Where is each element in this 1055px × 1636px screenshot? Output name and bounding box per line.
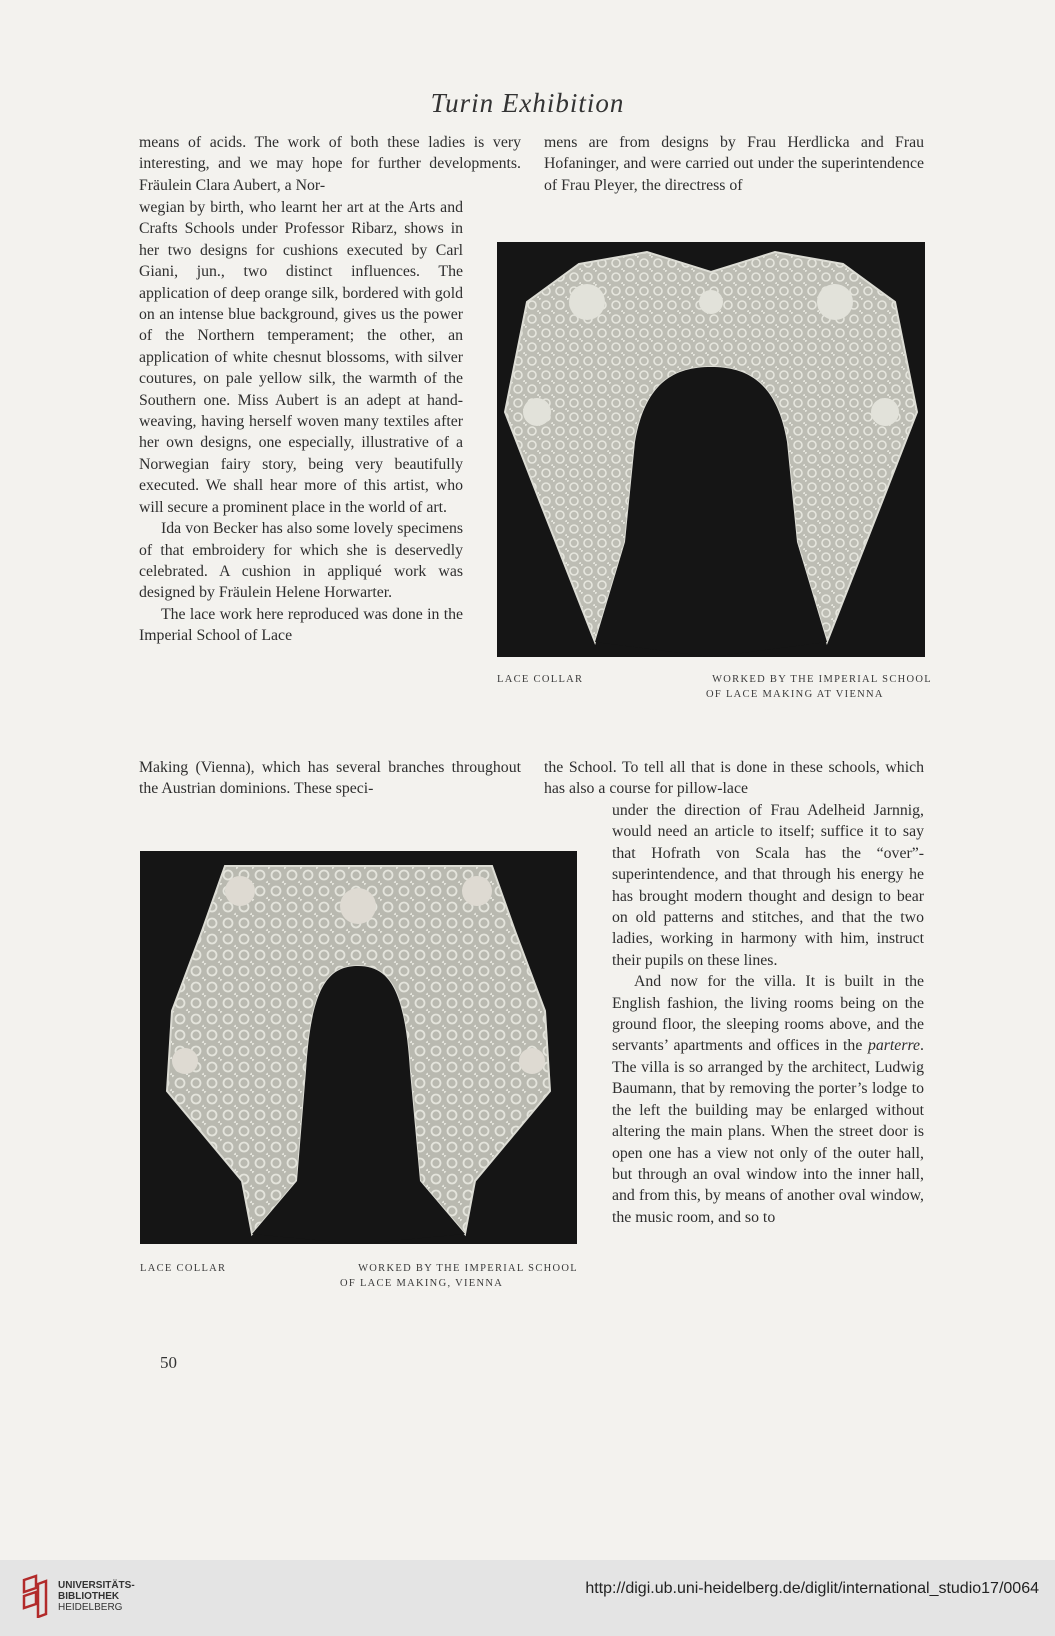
library-name-line: HEIDELBERG: [58, 1601, 123, 1613]
col1-mid-text: [139, 197, 463, 647]
library-logo-icon: [20, 1574, 50, 1618]
caption-line: WORKED BY THE IMPERIAL SCHOOL: [358, 1263, 578, 1274]
caption-line: OF LACE MAKING AT VIENNA: [706, 689, 884, 700]
paragraph: wegian by birth, who learnt her art at the Arts and Crafts Schools under Professor Ribarz, shows in her two designs for cushions executed by Carl Giani, jun., two distinct influences. The application of deep orange silk, bordered with gold on an intense blue background, gives us the power of the Northern temperament; the other, an application of white chesnut blossoms, with silver coutures, on pale yellow silk, the warmth of the Southern one. Miss Aubert is an adept at hand-weaving, having herself woven many textiles after her own designs, one especially, illustrative of a Norwegian fairy story, being very beautifully executed. We shall hear more of this artist, who will secure a prominent place in the world of art.: [139, 199, 463, 516]
library-logo[interactable]: [20, 1574, 135, 1618]
paragraph: Ida von Becker has also some lovely specimens of that embroidery for which she is deservedly celebrated. A cushion in appliqué work was designed by Fräulein Helene Horwarter.: [139, 520, 463, 602]
col1-bottom-text: [139, 757, 521, 800]
paragraph: The lace work here reproduced was done in the Imperial School of Lace: [139, 605, 463, 645]
library-name-line: BIBLIOTHEK: [58, 1590, 120, 1602]
col2-mid-text: [544, 757, 924, 800]
col2-top-text: [544, 132, 924, 196]
caption-line: OF LACE MAKING, VIENNA: [340, 1278, 504, 1289]
figure-caption-right: [702, 672, 932, 702]
text-run: And now for the villa. It is built in the English fashion, the living rooms being on the ground floor, the sleeping rooms above, and the servants’ apartments and offices in the: [612, 973, 924, 1055]
lace-collar-photo-icon: [140, 851, 577, 1244]
page-number: 50: [160, 1353, 177, 1372]
paragraph: means of acids. The work of both these ladies is very interesting, and we may hope for further developments. Fräulein Clara Aubert, a Nor-: [139, 134, 521, 194]
paragraph: mens are from designs by Frau Herdlicka and Frau Hofaninger, and were carried out under the superintendence of Frau Pleyer, the directress of: [544, 134, 924, 194]
lace-collar-photo-1: [497, 242, 925, 657]
source-url-link[interactable]: http://digi.ub.uni-heidelberg.de/diglit/international_studio17/0064: [585, 1580, 1039, 1597]
text-run: . The villa is so arranged by the architect, Ludwig Baumann, that by removing the porter’s lodge to the left the building may be enlarged without altering the main plans. When the street door is open one has a view not only of the outer hall, but through an oval window into the inner hall, and from this, by means of another oval window, the music room, and so to: [612, 1037, 924, 1226]
paragraph: the School. To tell all that is done in these schools, which has also a course for pillow-lace: [544, 759, 924, 798]
caption-line: WORKED BY THE IMPERIAL SCHOOL: [712, 674, 932, 685]
figure-caption-right: [338, 1261, 578, 1291]
paragraph: [612, 971, 924, 1228]
col1-top-text: [139, 132, 521, 196]
footer-bar: [0, 1560, 1055, 1636]
library-name: [58, 1580, 135, 1613]
italic-term: parterre: [867, 1037, 921, 1055]
library-name-line: UNIVERSITÄTS-: [58, 1579, 135, 1591]
figure-caption-left: LACE COLLAR: [140, 1263, 227, 1274]
lace-collar-photo-2: [140, 851, 577, 1244]
figure-caption-left: LACE COLLAR: [497, 674, 584, 685]
paragraph: Making (Vienna), which has several branches throughout the Austrian dominions. These speci-: [139, 759, 521, 798]
running-head: Turin Exhibition: [430, 88, 625, 118]
col2-bottom-text: [612, 800, 924, 1228]
lace-collar-photo-icon: [497, 242, 925, 657]
paragraph: under the direction of Frau Adelheid Jarnnig, would need an article to itself; suffice it to say that Hofrath von Scala has the “over”-superintendence, and that through his energy he has brought modern thought and design to bear on old patterns and stitches, and that the two ladies, working in harmony with him, instruct their pupils on these lines.: [612, 802, 924, 969]
